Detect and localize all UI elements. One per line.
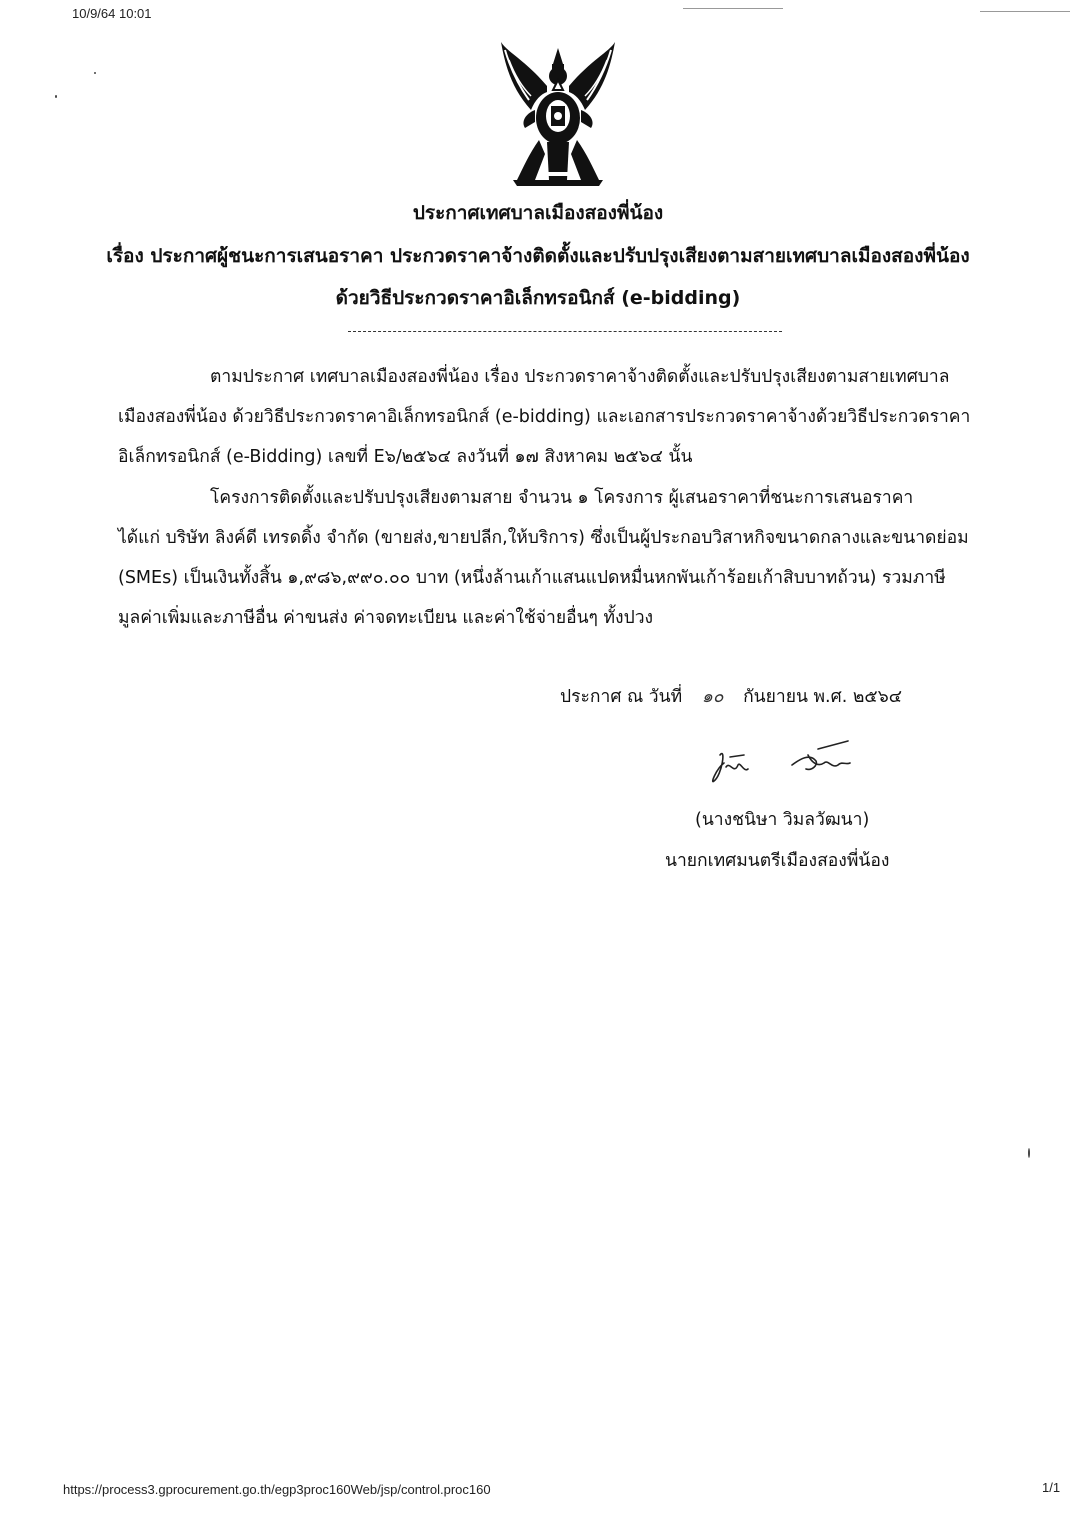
scan-speck xyxy=(1028,1148,1030,1158)
signer-title: นายกเทศมนตรีเมืองสองพี่น้อง xyxy=(665,851,890,871)
page-number: 1/1 xyxy=(1042,1480,1061,1495)
date-month-year: กันยายน พ.ศ. ๒๕๖๔ xyxy=(743,687,902,707)
paragraph-line: มูลค่าเพิ่มและภาษีอื่น ค่าขนส่ง ค่าจดทะเบียน และค่าใช้จ่ายอื่นๆ ทั้งปวง xyxy=(118,608,654,628)
announcement-method: ด้วยวิธีประกวดราคาอิเล็กทรอนิกส์ (e-bidding) xyxy=(335,287,741,309)
body-paragraph-2 xyxy=(118,478,998,638)
paragraph-line: เมืองสองพี่น้อง ด้วยวิธีประกวดราคาอิเล็กทรอนิกส์ (e-bidding) และเอกสารประกวดราคาจ้างด้วยวิธีประกวดราคา xyxy=(118,407,971,427)
announcement-subject: เรื่อง ประกาศผู้ชนะการเสนอราคา ประกวดราคาจ้างติดตั้งและปรับปรุงเสียงตามสายเทศบาลเมืองสองพี่น้อง xyxy=(106,245,970,267)
date-prefix: ประกาศ ณ วันที่ xyxy=(560,687,683,707)
print-timestamp: 10/9/64 10:01 xyxy=(72,6,152,21)
announcement-heading: ประกาศเทศบาลเมืองสองพี่น้อง xyxy=(412,202,664,224)
scan-speck xyxy=(55,95,57,98)
paragraph-line: ตามประกาศ เทศบาลเมืองสองพี่น้อง เรื่อง ประกวดราคาจ้างติดตั้งและปรับปรุงเสียงตามสายเทศบาล xyxy=(210,367,950,387)
handwritten-signature-icon xyxy=(700,735,860,795)
paragraph-line: (SMEs) เป็นเงินทั้งสิ้น ๑,๙๘๖,๙๙๐.๐๐ บาท (หนึ่งล้านเก้าแสนแปดหมื่นหกพันเก้าร้อยเก้าสิบบาทถ้วน) รวมภาษี xyxy=(118,568,946,588)
paragraph-line: โครงการติดตั้งและปรับปรุงเสียงตามสาย จำนวน ๑ โครงการ ผู้เสนอราคาที่ชนะการเสนอราคา xyxy=(210,488,914,508)
scan-mark xyxy=(980,11,1070,12)
paragraph-line: ได้แก่ บริษัท ลิงค์ดี เทรดดิ้ง จำกัด (ขายส่ง,ขายปลีก,ให้บริการ) ซึ่งเป็นผู้ประกอบวิสาหกิจขนาดกลางและขนาดย่อม xyxy=(118,528,969,548)
scan-speck xyxy=(94,72,96,74)
scan-mark xyxy=(683,8,783,9)
announcement-date xyxy=(560,682,902,710)
handwritten-day: ๑๐ xyxy=(701,687,724,707)
garuda-emblem-icon xyxy=(495,30,621,190)
print-url: https://process3.gprocurement.go.th/egp3proc160Web/jsp/control.proc160 xyxy=(63,1482,491,1497)
divider xyxy=(348,331,782,332)
paragraph-line: อิเล็กทรอนิกส์ (e-Bidding) เลขที่ E๖/๒๕๖๔ ลงวันที่ ๑๗ สิงหาคม ๒๕๖๔ นั้น xyxy=(118,447,693,467)
body-paragraph-1 xyxy=(118,357,998,477)
signer-name: (นางชนิษา วิมลวัฒนา) xyxy=(695,810,870,830)
